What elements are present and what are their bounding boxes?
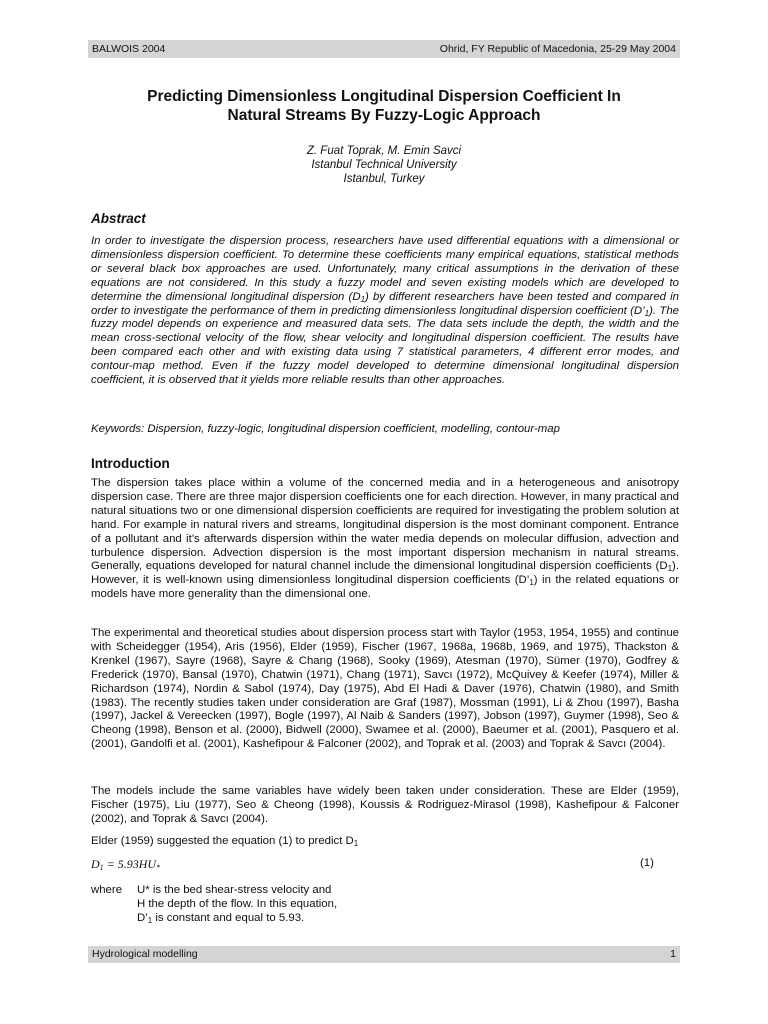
running-header (88, 40, 680, 58)
author-location: Istanbul, Turkey (343, 173, 425, 185)
subscript: 1 (529, 578, 534, 588)
abstract-part-2: ) by different researchers have been tested and compared in order to investigate the performance of them in predicting dimensionless longitudinal dispersion coefficient (D’ (91, 290, 679, 317)
intro-paragraph-3: The models include the same variables have widely been taken under consideration. These are Elder (1959), Fischer (1975), Liu (1977), Seo & Cheong (1998), Koussis & Rodriguez-Mirasol (1998), Kashefipour & Falconer (2002), and Toprak & Savcı (2004). (91, 785, 679, 825)
intro-p1-part-c: ) in the related equations or models have more generality than the dimensional one. (91, 574, 679, 601)
intro-p1-part-a: The dispersion takes place within a volume of the concerned media and in a heterogeneous and anisotropy dispersion case. There are three major dispersion coefficients one for each direction. However, in many practical and natural situations two or one dimensional dispersion coefficients are required for investigating the problem solution at hand. For example in natural rivers and streams, longitudinal dispersion is the most dominant component. Entrance of a pollutant and it’s afterwards dispersion within the water media depends on molecular diffusion, advection and turbulence dispersion. Advection dispersion is the most important dispersion mechanism in natural streams. Generally, equations developed for natural channel include the dimensional longitudinal dispersion coefficients (D (91, 477, 679, 573)
equation-number: (1) (640, 857, 654, 869)
abstract-heading: Abstract (91, 211, 146, 226)
intro-paragraph-2: The experimental and theoretical studies about dispersion process start with Taylor (1953, 1954, 1955) and continue with Scheidegger (1954), Aris (1956), Elder (1959), Fischer (1967, 1968a, 1968b, 1969, and 1975), Thackston & Krenkel (1967), Sayre (1968), Sayre & Chang (1968), Sooky (1969), Atesman (1970), Sümer (1970), Godfrey & Frederick (1970), Bansal (1970), Chatwin (1971), Chang (1971), Savcı (1972), McQuivey & Keefer (1974), Miller & Richardson (1974), Nordin & Sabol (1974), Day (1975), Abd El Hadi & Daver (1976), Chatwin (1980), and Smith (1983). The recently studies taken under consideration are Graf (1987), Mossman (1991), Li & Zhou (1997), Basha (1997), Jackel & Vereecken (1997), Bogle (1997), Al Naib & Sanders (1997), Jobson (1997), Guymer (1998), Seo & Cheong (1998), Benson et al. (2000), Bidwell (2000), Swamee et al. (2000), Baeumer et al. (2001), Pasquero et al. (2001), Gandolfi et al. (2001), Kashefipour & Falconer (2002), and Toprak et al. (2003) and Toprak & Savcı (2004). (91, 627, 679, 751)
equation-lhs: D (91, 857, 100, 871)
running-footer (88, 946, 680, 963)
where-line-3a: D’ (137, 911, 148, 924)
where-line-2: H the depth of the flow. In this equation, (137, 897, 338, 910)
equation-rhs: = 5.93HU (103, 857, 157, 871)
equation-1 (91, 857, 160, 872)
where-body (137, 884, 337, 926)
equation-star: * (156, 863, 161, 872)
subscript: 1 (667, 564, 673, 574)
where-line-3 (137, 912, 337, 926)
subscript: 1 (99, 863, 104, 872)
title-line-1: Predicting Dimensionless Longitudinal Dispersion Coefficient In (147, 88, 621, 105)
subscript: 1 (353, 839, 359, 848)
footer-section: Hydrological modelling (92, 948, 198, 960)
intro-paragraph-1 (91, 477, 679, 602)
title-line-2: Natural Streams By Fuzzy-Logic Approach (227, 107, 541, 124)
introduction-heading: Introduction (91, 456, 170, 471)
paper-title (88, 87, 680, 125)
conference-location: Ohrid, FY Republic of Macedonia, 25-29 May 2004 (439, 43, 676, 55)
where-keyword: where (91, 884, 123, 896)
intro-paragraph-4 (91, 835, 679, 849)
author-names: Z. Fuat Toprak, M. Emin Savci (306, 145, 462, 157)
subscript: 1 (644, 308, 650, 318)
intro-p1-part-b: ). However, it is well-known using dimensionless longitudinal dispersion coefficients (D’ (91, 560, 679, 587)
abstract-part-1: In order to investigate the dispersion process, researchers have used differential equations with a dimensional or dimensionless dispersion coefficient. To determine these coefficients many empirical equations, statistical methods or several black box approaches are used. Unfortunately, many critical assumptions in the derivation of these equations are not considered. In this study a fuzzy model and seven existing models which are developed to determine the dimensional longitudinal dispersion (D (91, 235, 679, 303)
subscript: 1 (147, 915, 153, 925)
subscript: 1 (360, 294, 366, 304)
where-line-3b: is constant and equal to 5.93. (152, 911, 305, 924)
abstract-text (91, 235, 679, 388)
where-line-1: U* is the bed shear-stress velocity and (137, 884, 332, 896)
conference-name: BALWOIS 2004 (92, 43, 166, 55)
abstract-part-3: ). The fuzzy model depends on experience and measured data sets. The data sets include the depth, the width and the mean cross-sectional velocity of the flow, shear velocity and longitudinal dispersion coefficient. The results have been compared each other and with existing data using 7 statistical parameters, 4 different error modes, and contour-map method. Even if the fuzzy model developed to determine dimensional longitudinal dispersion coefficient, it is observed that it yields more reliable results than other approaches. (91, 304, 679, 387)
keywords: Keywords: Dispersion, fuzzy-logic, longitudinal dispersion coefficient, modelling, contour-map (91, 423, 560, 435)
author-affiliation: Istanbul Technical University (311, 159, 457, 171)
intro-p4-text: Elder (1959) suggested the equation (1) to predict D (91, 835, 354, 847)
page-number: 1 (670, 948, 676, 960)
author-block (88, 144, 680, 186)
